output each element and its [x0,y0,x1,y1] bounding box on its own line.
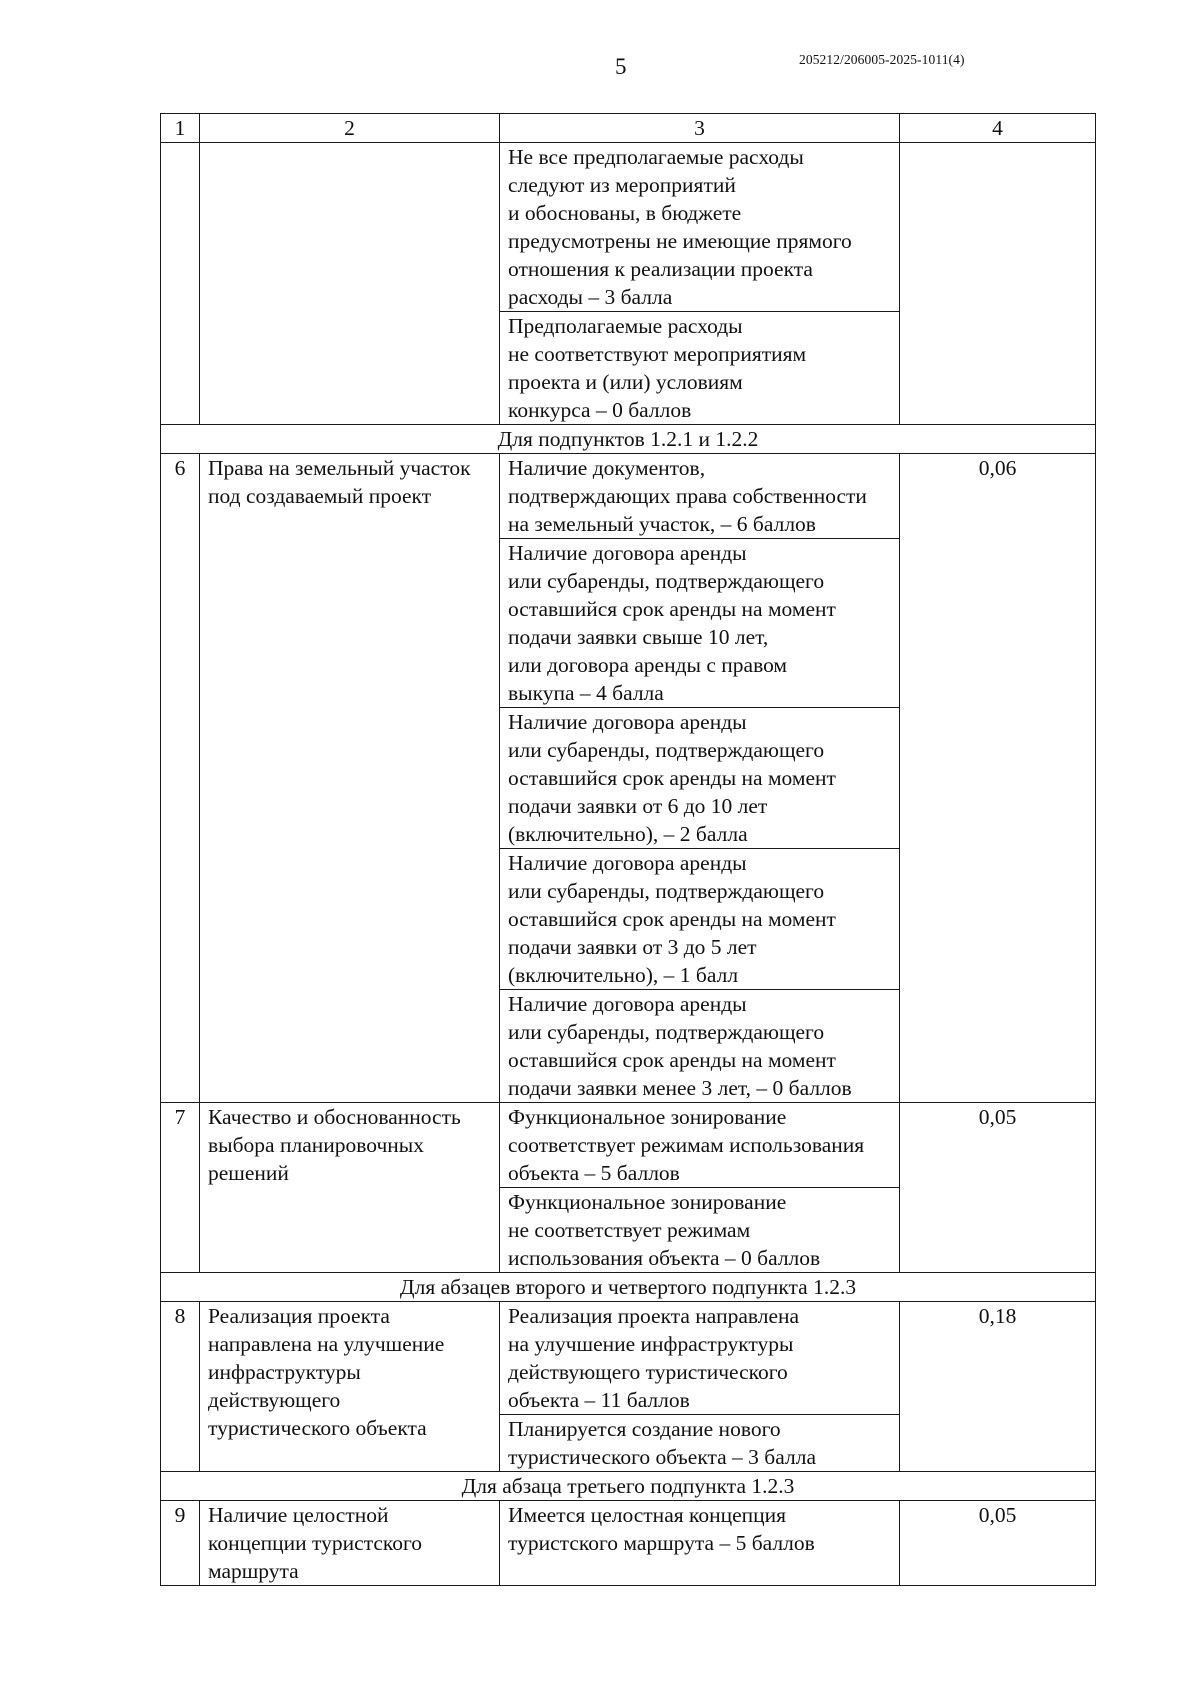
text-line: или договора аренды с правом [508,653,788,677]
text-line: Наличие целостной [208,1503,389,1527]
score-option-cell [500,1415,900,1472]
column-header-3: 3 [500,114,900,143]
weight-coefficient: 0,05 [900,1103,1096,1273]
text-line: на земельный участок, – 6 баллов [508,512,816,536]
text-line: соответствует режимам использования [508,1133,865,1157]
text-line: (включительно), – 2 балла [508,822,748,846]
text-line: подтверждающих права собственности [508,484,867,508]
text-line: проекта и (или) условиям [508,370,743,394]
text-line: оставшийся срок аренды на момент [508,907,836,931]
text-line: выкупа – 4 балла [508,681,664,705]
text-line: Реализация проекта направлена [508,1304,800,1328]
weight-coefficient: 0,18 [900,1302,1096,1472]
text-line: использования объекта – 0 баллов [508,1246,821,1270]
column-header-2: 2 [200,114,500,143]
text-line: подачи заявки от 6 до 10 лет [508,794,768,818]
section-heading: Для абзаца третьего подпункта 1.2.3 [161,1472,1096,1501]
text-line: или субаренды, подтверждающего [508,1020,825,1044]
section-heading: Для абзацев второго и четвертого подпункта 1.2.3 [161,1273,1096,1302]
text-line: Наличие договора аренды [508,710,747,734]
text-line: Имеется целостная концепция [508,1503,787,1527]
criterion-number: 6 [161,454,200,1103]
text-line: или субаренды, подтверждающего [508,738,825,762]
criteria-table [160,113,1096,1586]
text-line: Планируется создание нового [508,1417,781,1441]
criterion-number: 8 [161,1302,200,1472]
table-row [161,143,1096,312]
text-line: решений [208,1161,289,1185]
criterion-number: 9 [161,1501,200,1586]
table-row [161,454,1096,539]
score-option-cell [500,454,900,539]
text-line: оставшийся срок аренды на момент [508,766,836,790]
text-line: Наличие договора аренды [508,851,747,875]
score-option-cell [500,1188,900,1273]
text-line: или субаренды, подтверждающего [508,569,825,593]
column-header-1: 1 [161,114,200,143]
text-line: туристского маршрута – 5 баллов [508,1531,815,1555]
text-line: конкурса – 0 баллов [508,398,692,422]
text-line: подачи заявки от 3 до 5 лет [508,935,757,959]
score-option-cell [500,990,900,1103]
text-line: концепции туристского [208,1531,423,1555]
text-line: на улучшение инфраструктуры [508,1332,794,1356]
criterion-name [200,1302,500,1472]
score-option-cell [500,849,900,990]
text-line: оставшийся срок аренды на момент [508,1048,836,1072]
text-line: направлена на улучшение [208,1332,445,1356]
score-option-cell [500,708,900,849]
text-line: объекта – 11 баллов [508,1388,690,1412]
text-line: выбора планировочных [208,1133,424,1157]
section-row [161,1472,1096,1501]
text-line: под создаваемый проект [208,484,432,508]
text-line: маршрута [208,1559,299,1583]
weight-coefficient: 0,05 [900,1501,1096,1586]
text-line: Функциональное зонирование [508,1105,787,1129]
text-line: не соответствуют мероприятиям [508,342,807,366]
text-line: туристического объекта [208,1416,427,1440]
table-row [161,1103,1096,1188]
text-line: (включительно), – 1 балл [508,963,739,987]
score-option-cell [500,539,900,708]
text-line: инфраструктуры [208,1360,361,1384]
text-line: Наличие договора аренды [508,992,747,1016]
text-line: Наличие договора аренды [508,541,747,565]
score-option-cell [500,1501,900,1586]
score-option-cell [500,143,900,312]
page-number: 5 [615,54,627,79]
text-line: подачи заявки менее 3 лет, – 0 баллов [508,1076,852,1100]
section-heading: Для подпунктов 1.2.1 и 1.2.2 [161,425,1096,454]
text-line: оставшийся срок аренды на момент [508,597,836,621]
section-row [161,425,1096,454]
column-header-4: 4 [900,114,1096,143]
score-option-cell [500,1302,900,1415]
text-line: отношения к реализации проекта [508,257,813,281]
document-code: 205212/206005-2025-1011(4) [799,52,965,67]
text-line: не соответствует режимам [508,1218,751,1242]
text-line: или субаренды, подтверждающего [508,879,825,903]
score-option-cell [500,1103,900,1188]
text-line: Предполагаемые расходы [508,314,743,338]
criterion-cell-empty [200,143,500,425]
criterion-number: 7 [161,1103,200,1273]
text-line: Функциональное зонирование [508,1190,787,1214]
number-cell-empty [161,143,200,425]
table-row [161,1302,1096,1415]
text-line: Наличие документов, [508,456,706,480]
weight-coefficient: 0,06 [900,454,1096,1103]
column-header-row [161,114,1096,143]
text-line: Не все предполагаемые расходы [508,145,804,169]
text-line: расходы – 3 балла [508,285,673,309]
text-line: туристического объекта – 3 балла [508,1445,816,1469]
text-line: предусмотрены не имеющие прямого [508,229,852,253]
text-line: и обоснованы, в бюджете [508,201,742,225]
section-row [161,1273,1096,1302]
text-line: объекта – 5 баллов [508,1161,680,1185]
text-line: следуют из мероприятий [508,173,736,197]
weight-cell-empty [900,143,1096,425]
table-row [161,1501,1096,1586]
text-line: подачи заявки свыше 10 лет, [508,625,769,649]
criterion-name [200,1501,500,1586]
criterion-name [200,454,500,1103]
text-line: действующего [208,1388,341,1412]
text-line: Реализация проекта [208,1304,390,1328]
text-line: действующего туристического [508,1360,788,1384]
text-line: Права на земельный участок [208,456,471,480]
criterion-name [200,1103,500,1273]
score-option-cell [500,312,900,425]
text-line: Качество и обоснованность [208,1105,461,1129]
